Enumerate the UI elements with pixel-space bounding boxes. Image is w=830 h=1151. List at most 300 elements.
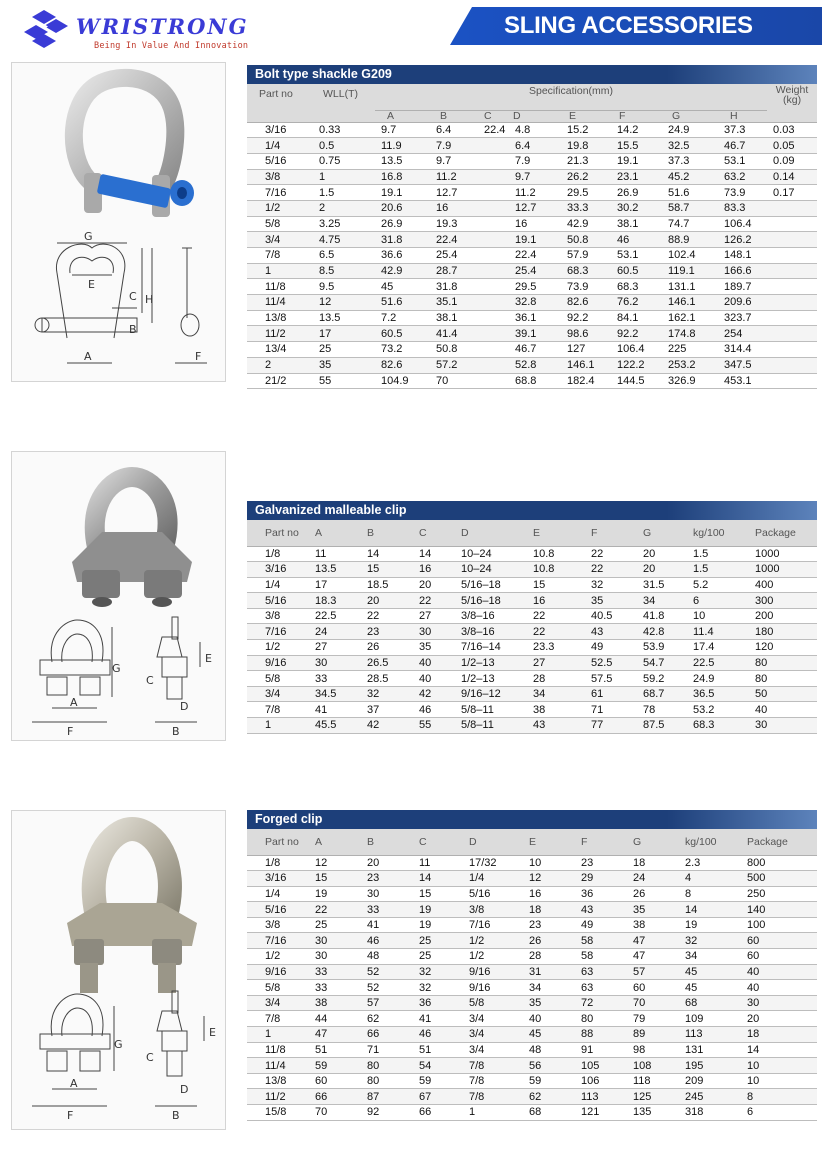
table-cell	[767, 248, 817, 264]
table-cell: 19	[309, 886, 361, 902]
table-row	[247, 326, 817, 342]
table-cell: 53.1	[611, 248, 662, 264]
table-cell: 127	[561, 342, 611, 358]
table-row	[247, 718, 817, 734]
table-cell: 10–24	[455, 562, 527, 578]
table-cell: 55	[413, 718, 455, 734]
table-cell: 22	[527, 624, 585, 640]
table-cell: 24	[627, 871, 679, 887]
table-cell: 1/2	[247, 640, 309, 656]
table-cell: 14	[413, 871, 463, 887]
table-row	[247, 917, 817, 933]
table-cell: 500	[741, 871, 817, 887]
table-cell: 22	[585, 546, 637, 562]
col-h: H	[718, 110, 767, 122]
table-cell: 1/4	[247, 886, 309, 902]
table-cell: 43	[527, 718, 585, 734]
table-cell: 121	[575, 1105, 627, 1121]
table-cell: 72	[575, 995, 627, 1011]
table-cell	[767, 357, 817, 373]
table-cell: 11	[413, 855, 463, 871]
table-cell: 4.75	[313, 232, 375, 248]
table-cell: 104.9	[375, 373, 430, 389]
table-cell: 2	[247, 357, 313, 373]
table-cell: 22.4	[478, 122, 509, 138]
table-cell: 51	[413, 1042, 463, 1058]
table-cell: 45.2	[662, 169, 718, 185]
table-cell: 60.5	[375, 326, 430, 342]
table-cell: 18	[741, 1027, 817, 1043]
table-cell: 10–24	[455, 546, 527, 562]
table-cell: 3/8–16	[455, 608, 527, 624]
table-cell: 7/8	[247, 1011, 309, 1027]
column-header: Part no	[247, 520, 309, 546]
table-row	[247, 373, 817, 389]
malleable-clip-table	[247, 520, 817, 734]
table-cell	[767, 295, 817, 311]
table-cell: 80	[361, 1073, 413, 1089]
table-cell: 4.8	[509, 122, 561, 138]
table-cell: 19.1	[509, 232, 561, 248]
table-cell: 30	[741, 995, 817, 1011]
shackle-spec-table	[247, 65, 817, 389]
table-cell: 42.9	[375, 263, 430, 279]
malleable-dim-g: G	[112, 662, 121, 675]
column-header: G	[627, 829, 679, 855]
table-cell: 7/16	[247, 933, 309, 949]
table-row	[247, 980, 817, 996]
table-cell: 36.6	[375, 248, 430, 264]
table-cell: 70	[309, 1105, 361, 1121]
table-cell: 51.6	[375, 295, 430, 311]
table-cell: 1/2	[463, 933, 523, 949]
table-cell: 49	[585, 640, 637, 656]
table-cell: 23	[361, 624, 413, 640]
table-cell: 60	[741, 949, 817, 965]
table-cell: 30	[413, 624, 455, 640]
table-cell: 6.4	[430, 122, 478, 138]
table-cell: 1/8	[247, 855, 309, 871]
table-cell	[478, 326, 509, 342]
table-cell: 23	[523, 917, 575, 933]
column-header: kg/100	[679, 829, 741, 855]
table-cell: 41.4	[430, 326, 478, 342]
table-cell: 7/8	[463, 1058, 523, 1074]
table-cell: 19	[413, 902, 463, 918]
table-cell: 1/2	[247, 949, 309, 965]
table-cell: 5/8–11	[455, 702, 527, 718]
table-cell: 89	[627, 1027, 679, 1043]
table-cell: 19	[413, 917, 463, 933]
table-cell: 25	[309, 917, 361, 933]
brand-logo-icon	[22, 8, 74, 56]
table-cell: 20.6	[375, 200, 430, 216]
table-row	[247, 655, 817, 671]
table-cell: 9/16–12	[455, 686, 527, 702]
table-cell: 22	[309, 902, 361, 918]
table-cell: 3/4	[247, 995, 309, 1011]
table-cell: 91	[575, 1042, 627, 1058]
table-cell: 122.2	[611, 357, 662, 373]
table-cell: 68	[523, 1105, 575, 1121]
table-cell: 19.3	[430, 216, 478, 232]
table-row	[247, 1058, 817, 1074]
table-row	[247, 1105, 817, 1121]
table-cell: 4	[679, 871, 741, 887]
column-header: Package	[749, 520, 817, 546]
table-cell: 10.8	[527, 562, 585, 578]
table-cell: 41	[309, 702, 361, 718]
table-cell: 254	[718, 326, 767, 342]
table-row	[247, 995, 817, 1011]
table-row	[247, 185, 817, 201]
table-cell: 22	[413, 593, 455, 609]
table-row	[247, 886, 817, 902]
table-cell: 36	[575, 886, 627, 902]
shackle-dim-a: A	[84, 350, 92, 363]
table-cell: 3/8	[247, 608, 309, 624]
table-cell: 1	[313, 169, 375, 185]
table-cell: 41	[413, 1011, 463, 1027]
table-cell: 68.3	[611, 279, 662, 295]
table-cell: 16	[509, 216, 561, 232]
table-row	[247, 122, 817, 138]
shackle-image-panel	[11, 62, 226, 382]
column-header: D	[455, 520, 527, 546]
table-cell: 62	[361, 1011, 413, 1027]
table-cell: 98	[627, 1042, 679, 1058]
table-cell: 106.4	[718, 216, 767, 232]
table-cell: 54	[413, 1058, 463, 1074]
forged-clip-table-title: Forged clip	[247, 810, 817, 829]
table-cell: 245	[679, 1089, 741, 1105]
table-cell: 80	[749, 655, 817, 671]
table-cell: 3/4	[247, 232, 313, 248]
table-cell: 35	[585, 593, 637, 609]
table-cell: 42.9	[561, 216, 611, 232]
shackle-table	[247, 84, 817, 389]
table-cell: 0.03	[767, 122, 817, 138]
table-cell: 6.4	[509, 138, 561, 154]
table-cell: 37.3	[662, 153, 718, 169]
table-cell: 53.2	[687, 702, 749, 718]
table-cell: 453.1	[718, 373, 767, 389]
table-cell: 22.5	[687, 655, 749, 671]
table-cell: 10	[687, 608, 749, 624]
table-cell: 16	[430, 200, 478, 216]
table-cell: 9.7	[430, 153, 478, 169]
shackle-dim-e: E	[88, 278, 95, 291]
table-cell: 19	[679, 917, 741, 933]
forged-clip-image-panel	[11, 810, 226, 1130]
table-cell: 28.7	[430, 263, 478, 279]
table-row	[247, 686, 817, 702]
table-cell	[478, 200, 509, 216]
table-cell: 174.8	[662, 326, 718, 342]
col-weight	[767, 84, 817, 122]
table-cell: 31.8	[375, 232, 430, 248]
table-cell: 7/16	[463, 917, 523, 933]
table-cell: 42	[413, 686, 455, 702]
table-cell: 74.7	[662, 216, 718, 232]
table-row	[247, 342, 817, 358]
table-cell: 119.1	[662, 263, 718, 279]
table-cell: 1/4	[247, 577, 309, 593]
table-cell: 68.8	[509, 373, 561, 389]
table-cell: 34	[637, 593, 687, 609]
forged-dim-f: F	[67, 1109, 74, 1122]
table-cell: 20	[361, 855, 413, 871]
table-cell: 1/2	[463, 949, 523, 965]
table-cell: 800	[741, 855, 817, 871]
table-row	[247, 562, 817, 578]
col-weight-unit: (kg)	[782, 94, 802, 106]
table-cell: 22	[585, 562, 637, 578]
table-cell	[478, 153, 509, 169]
table-cell: 16	[413, 562, 455, 578]
table-row	[247, 169, 817, 185]
table-cell: 13.5	[313, 310, 375, 326]
table-cell: 12.7	[509, 200, 561, 216]
table-cell: 33	[309, 980, 361, 996]
table-cell: 3/8	[247, 169, 313, 185]
table-cell: 9/16	[247, 655, 309, 671]
table-cell: 1.5	[687, 546, 749, 562]
table-cell: 68	[679, 995, 741, 1011]
table-cell: 26.5	[361, 655, 413, 671]
table-cell: 17	[313, 326, 375, 342]
table-cell: 32	[413, 980, 463, 996]
table-cell: 52	[361, 964, 413, 980]
column-header: A	[309, 829, 361, 855]
table-cell: 42	[361, 718, 413, 734]
table-cell	[767, 326, 817, 342]
table-cell: 22	[527, 608, 585, 624]
forged-clip-table	[247, 829, 817, 1121]
table-cell: 38.1	[430, 310, 478, 326]
table-cell: 24.9	[662, 122, 718, 138]
table-cell: 45	[679, 980, 741, 996]
table-cell: 113	[679, 1027, 741, 1043]
table-cell: 40	[413, 671, 455, 687]
table-cell: 5/8	[463, 995, 523, 1011]
table-cell: 10	[741, 1073, 817, 1089]
table-cell: 60	[741, 933, 817, 949]
table-cell: 3/8	[463, 902, 523, 918]
col-g: G	[662, 110, 718, 122]
table-cell: 79	[627, 1011, 679, 1027]
col-a: A	[375, 110, 430, 122]
table-cell: 180	[749, 624, 817, 640]
table-cell: 0.5	[313, 138, 375, 154]
table-cell: 314.4	[718, 342, 767, 358]
table-cell: 14	[679, 902, 741, 918]
col-part-no: Part no	[247, 84, 313, 122]
table-cell: 3/8–16	[455, 624, 527, 640]
shackle-table-title: Bolt type shackle G209	[247, 65, 817, 84]
table-cell	[767, 279, 817, 295]
table-cell: 60	[627, 980, 679, 996]
malleable-table-header	[247, 520, 817, 546]
table-cell: 46	[413, 1027, 463, 1043]
table-cell: 16.8	[375, 169, 430, 185]
table-cell: 106.4	[611, 342, 662, 358]
table-cell: 300	[749, 593, 817, 609]
table-cell: 18	[627, 855, 679, 871]
table-row	[247, 248, 817, 264]
malleable-clip-table-title: Galvanized malleable clip	[247, 501, 817, 520]
table-cell: 52.5	[585, 655, 637, 671]
table-cell: 41.8	[637, 608, 687, 624]
table-cell: 45	[679, 964, 741, 980]
table-cell: 12	[523, 871, 575, 887]
malleable-dim-c: C	[146, 674, 154, 687]
table-cell: 6.5	[313, 248, 375, 264]
table-cell: 25.4	[509, 263, 561, 279]
malleable-dim-d: D	[180, 700, 189, 713]
table-row	[247, 640, 817, 656]
table-cell: 68.7	[637, 686, 687, 702]
table-cell: 29.5	[509, 279, 561, 295]
brand-logo	[22, 8, 252, 56]
table-cell: 47	[627, 933, 679, 949]
table-cell: 66	[361, 1027, 413, 1043]
table-cell: 34	[527, 686, 585, 702]
table-cell: 23.3	[527, 640, 585, 656]
table-cell: 71	[361, 1042, 413, 1058]
column-header: Package	[741, 829, 817, 855]
table-cell: 113	[575, 1089, 627, 1105]
table-cell: 11	[309, 546, 361, 562]
table-cell: 31.5	[637, 577, 687, 593]
forged-clip-spec-table	[247, 810, 817, 1121]
table-cell: 36	[413, 995, 463, 1011]
table-cell: 1	[247, 718, 309, 734]
table-cell	[767, 216, 817, 232]
forged-table-body	[247, 855, 817, 1120]
table-cell: 105	[575, 1058, 627, 1074]
table-cell: 60	[309, 1073, 361, 1089]
table-cell	[478, 263, 509, 279]
table-cell: 45	[523, 1027, 575, 1043]
column-header: C	[413, 520, 455, 546]
table-cell: 33.3	[561, 200, 611, 216]
table-cell: 36.1	[509, 310, 561, 326]
table-row	[247, 279, 817, 295]
table-cell: 9/16	[247, 964, 309, 980]
table-cell: 52	[361, 980, 413, 996]
table-row	[247, 216, 817, 232]
table-cell: 20	[637, 546, 687, 562]
table-cell: 12	[313, 295, 375, 311]
table-cell: 2.3	[679, 855, 741, 871]
shackle-dim-f: F	[195, 350, 202, 363]
table-cell: 50	[749, 686, 817, 702]
col-d: D	[509, 110, 561, 122]
forged-dim-a: A	[70, 1077, 78, 1090]
table-cell: 88.9	[662, 232, 718, 248]
table-cell: 78	[637, 702, 687, 718]
table-cell: 20	[413, 577, 455, 593]
table-cell: 7/8	[463, 1089, 523, 1105]
table-cell: 26	[523, 933, 575, 949]
table-cell: 87.5	[637, 718, 687, 734]
table-cell: 9/16	[463, 980, 523, 996]
table-cell: 87	[361, 1089, 413, 1105]
table-cell: 71	[585, 702, 637, 718]
table-cell: 32.8	[509, 295, 561, 311]
table-cell: 18	[523, 902, 575, 918]
table-cell: 35	[523, 995, 575, 1011]
column-header: B	[361, 829, 413, 855]
table-cell: 11.9	[375, 138, 430, 154]
table-cell: 5/8	[247, 216, 313, 232]
table-cell: 50.8	[561, 232, 611, 248]
table-cell: 31	[523, 964, 575, 980]
table-cell: 14	[361, 546, 413, 562]
table-cell: 38	[309, 995, 361, 1011]
malleable-dim-e: E	[205, 652, 212, 665]
table-cell: 7/16–14	[455, 640, 527, 656]
table-cell: 5/16–18	[455, 593, 527, 609]
table-cell: 5/8	[247, 980, 309, 996]
page-header-banner	[450, 7, 822, 45]
table-cell: 67	[413, 1089, 463, 1105]
table-cell: 35	[413, 640, 455, 656]
table-cell: 11/8	[247, 1042, 309, 1058]
table-cell: 0.14	[767, 169, 817, 185]
table-cell: 3/16	[247, 871, 309, 887]
table-cell: 68.3	[561, 263, 611, 279]
table-cell: 82.6	[375, 357, 430, 373]
table-cell: 1	[247, 1027, 309, 1043]
table-cell: 20	[637, 562, 687, 578]
table-cell: 5/16	[247, 153, 313, 169]
table-cell: 28	[523, 949, 575, 965]
table-cell: 30	[309, 949, 361, 965]
malleable-clip-spec-table	[247, 501, 817, 734]
table-cell: 46	[413, 702, 455, 718]
table-cell: 24.9	[687, 671, 749, 687]
table-cell: 22.5	[309, 608, 361, 624]
page-title: SLING ACCESSORIES	[504, 12, 753, 39]
table-cell: 8.5	[313, 263, 375, 279]
table-cell: 45	[375, 279, 430, 295]
table-cell: 17	[309, 577, 361, 593]
table-cell: 46	[361, 933, 413, 949]
table-cell: 25	[313, 342, 375, 358]
table-cell: 7/8	[463, 1073, 523, 1089]
table-cell: 3/4	[247, 686, 309, 702]
table-cell: 8	[741, 1089, 817, 1105]
brand-name: WRISTRONG	[76, 14, 249, 39]
table-row	[247, 1073, 817, 1089]
table-cell: 34	[523, 980, 575, 996]
table-cell: 11/8	[247, 279, 313, 295]
table-cell: 47	[309, 1027, 361, 1043]
table-cell: 15.2	[561, 122, 611, 138]
table-cell: 140	[741, 902, 817, 918]
col-weight-label: Weight	[775, 84, 809, 96]
table-cell: 5/16–18	[455, 577, 527, 593]
table-cell: 1/4	[247, 138, 313, 154]
table-cell: 323.7	[718, 310, 767, 326]
table-row	[247, 263, 817, 279]
table-row	[247, 608, 817, 624]
table-cell: 9.7	[509, 169, 561, 185]
table-cell: 11/4	[247, 1058, 309, 1074]
table-cell: 80	[575, 1011, 627, 1027]
